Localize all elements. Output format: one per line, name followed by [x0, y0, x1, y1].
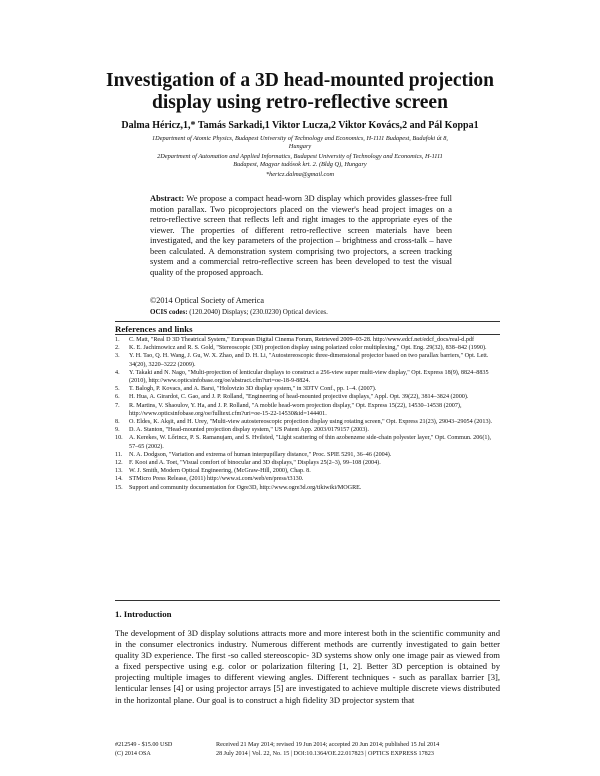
- reference-item: [115, 385, 500, 393]
- reference-number: 4.: [115, 369, 120, 376]
- reference-text: STMicro Press Release, (2011) http://www.st.com/web/en/press/t3130.: [129, 476, 304, 483]
- footer-osa: (C) 2014 OSA: [115, 750, 151, 757]
- affiliation-2: [95, 153, 505, 169]
- footer-dates: Received 21 May 2014; revised 19 Jun 2014; accepted 20 Jun 2014; published 15 Jul 2014: [216, 742, 440, 748]
- reference-number: 12.: [115, 460, 123, 467]
- reference-number: 8.: [115, 419, 120, 426]
- reference-item: [115, 402, 500, 418]
- reference-item: [115, 352, 500, 368]
- reference-number: 11.: [115, 451, 123, 458]
- reference-text: H. Hua, A. Girardot, C. Gao, and J. P. Rolland, "Engineering of head-mounted projective displays," Appl. Opt. 39(22), 3814–3824 (2000).: [129, 394, 469, 401]
- author-list: Dalma Héricz,1,* Tamás Sarkadi,1 Viktor Lucza,2 Viktor Kovács,2 and Pál Koppa1: [121, 120, 479, 131]
- reference-item: [115, 484, 500, 492]
- abstract-label: Abstract:: [150, 193, 185, 203]
- reference-number: 9.: [115, 427, 120, 434]
- reference-number: 7.: [115, 402, 120, 409]
- reference-item: [115, 434, 500, 450]
- footer-price: #212549 - $15.00 USD: [115, 742, 173, 748]
- references-heading: References and links: [115, 324, 193, 334]
- reference-text: A. Kerekes, W. Lőrincz, P. S. Ramanujam, and S. Hvilsted, "Light scattering of thin azobenzene side-chain polyester layer," Opt. Commun. 206(1), 57–65 (2002).: [129, 435, 492, 450]
- reference-item: [115, 467, 500, 475]
- reference-item: [115, 418, 500, 426]
- introduction-heading: 1. Introduction: [115, 609, 172, 619]
- corresponding-email[interactable]: *hericz.dalma@gmail.com: [265, 171, 335, 178]
- title-line-2: display using retro-reflective screen: [152, 92, 448, 113]
- affiliation-1-line-2: Hungary: [288, 143, 312, 150]
- copyright-notice: ©2014 Optical Society of America: [150, 296, 264, 305]
- reference-text: K. E. Jachimowicz and R. S. Gold, "Stereoscopic (3D) projection display using polarized color multiplexing," Opt. Eng. 29(32), 838–842 (1990).: [129, 345, 487, 352]
- affiliation-2-line-1: 2Department of Automation and Applied Informatics, Budapest University of Technology and Economics, H-1111: [157, 153, 443, 160]
- reference-number: 14.: [115, 476, 123, 483]
- footer-right: [216, 741, 439, 758]
- reference-text: Y. H. Tao, Q. H. Wang, J. Gu, W. X. Zhao, and D. H. Li, "Autostereoscopic three-dimensional projector based on two parallax barriers," Opt. Lett. 34(20), 3220–3222 (2009).: [129, 353, 489, 368]
- reference-item: [115, 451, 500, 459]
- section-divider: [115, 334, 500, 335]
- reference-text: N. A. Dodgson, "Variation and extrema of human interpupillary distance," Proc. SPIE 5291, 36–46 (2004).: [129, 451, 392, 458]
- reference-text: Support and community documentation for Ogre3D, http://www.ogre3d.org/tikiwiki/MOGRE.: [129, 484, 362, 491]
- reference-number: 13.: [115, 468, 123, 475]
- reference-text: R. Martins, V. Shaoulov, Y. Ha, and J. P. Rolland, "A mobile head-worn projection display," Opt. Express 15(22), 14530–14538 (2007), http://www.opticsinfobase.org/oe/fulltext.cfm?uri=oe-15-22-14530&id=144401.: [129, 402, 462, 417]
- section-divider: [115, 600, 500, 601]
- reference-text: W. J. Smith, Modern Optical Engineering, (McGraw-Hill, 2000), Chap. 8.: [129, 468, 311, 475]
- reference-number: 3.: [115, 353, 120, 360]
- reference-number: 15.: [115, 484, 123, 491]
- reference-list: [115, 336, 500, 492]
- ocis-text: (120.2040) Displays; (230.0230) Optical devices.: [189, 308, 328, 316]
- reference-number: 5.: [115, 386, 120, 393]
- affiliation-2-line-2: Budapest, Magyar tudósok krt. 2. (Bldg Q), Hungary: [233, 161, 367, 168]
- introduction-text: The development of 3D display solutions attracts more and more interest both in the scientific community and in the consumer electronics industry. Numerous different methods are currently investigated to gain better quality 3D experience. The first -so called stereoscopic- 3D systems show only one image pair as viewed from a fixed perspective using e.g. color or polarization filtering [1, 2]. Better 3D perception is obtained by projecting multiple images to different viewing angles. Different techniques - such as parallax barrier [3], lenticular lenses [4] or using projector arrays [5] are investigated to achieve multiple discrete views distributed in the horizontal plane. Our goal is to construct a high fidelity 3D projector system that: [115, 628, 500, 705]
- affiliation-1: [95, 135, 505, 151]
- reference-item: [115, 393, 500, 401]
- reference-item: [115, 426, 500, 434]
- reference-item: [115, 459, 500, 467]
- reference-text: O. Eldes, K. Akşit, and H. Urey, "Multi-view autostereoscopic projection display using rotating screen," Opt. Express 21(23), 29043–29054 (2013).: [129, 419, 493, 426]
- reference-number: 6.: [115, 394, 120, 401]
- ocis-label: OCIS codes:: [150, 308, 188, 316]
- reference-text: C. Matt, "Real D 3D Theatrical System," European Digital Cinema Forum, Retrieved 2009–03-28. http://www.edcf.net/edcf_docs/real-d.pdf: [129, 337, 475, 343]
- reference-item: [115, 336, 500, 344]
- reference-text: T. Balogh, P. Kovacs, and A. Barsi, "Holovizio 3D display system," in 3DTV Conf., pp. 1–4. (2007).: [129, 386, 377, 393]
- footer-left: [115, 741, 172, 758]
- reference-text: D. A. Stanton, "Head-mounted projection display system," US Patent App. 2003/0179157 (2003).: [129, 427, 369, 434]
- reference-item: [115, 344, 500, 352]
- paper-title: [70, 70, 530, 114]
- reference-item: [115, 369, 500, 385]
- reference-number: 10.: [115, 435, 123, 442]
- footer-citation: 28 July 2014 | Vol. 22, No. 15 | DOI:10.1364/OE.22.017823 | OPTICS EXPRESS 17823: [216, 750, 434, 757]
- reference-number: 1.: [115, 337, 120, 343]
- abstract: [150, 193, 452, 277]
- title-line-1: Investigation of a 3D head-mounted projection: [105, 70, 495, 91]
- reference-number: 2.: [115, 345, 120, 352]
- affiliation-1-line-1: 1Department of Atomic Physics, Budapest University of Technology and Economics, H-1111 Budapest, Budafoki út 8,: [152, 135, 448, 142]
- abstract-text: We propose a compact head-worn 3D display which provides glasses-free full motion parallax. Two picoprojectors placed on the viewer's head project images on a retro-reflective screen that reflects left and right images to the appropriate eyes of the viewer. The properties of different retro-reflective screen materials have been investigated, and the key parameters of the projection – brightness and cross-talk – have been calculated. A demonstration system comprising two projectors, a screen tracking system and a commercial retro-reflective screen has been developed to test the visual quality of the proposed approach.: [150, 193, 452, 277]
- ocis-codes: [150, 308, 328, 316]
- reference-text: Y. Takaki and N. Nago, "Multi-projection of lenticular displays to construct a 256-view super multi-view display," Opt. Express 18(9), 8824–8835 (2010), http://www.opticsinfobase.org/oe/abstract.cfm?uri=oe-18-9-8824.: [129, 369, 489, 385]
- reference-text: F. Kooi and A. Toet, "Visual comfort of binocular and 3D displays," Displays 25(2–3), 99–108 (2004).: [129, 460, 381, 467]
- reference-item: [115, 475, 500, 483]
- section-divider: [115, 321, 500, 322]
